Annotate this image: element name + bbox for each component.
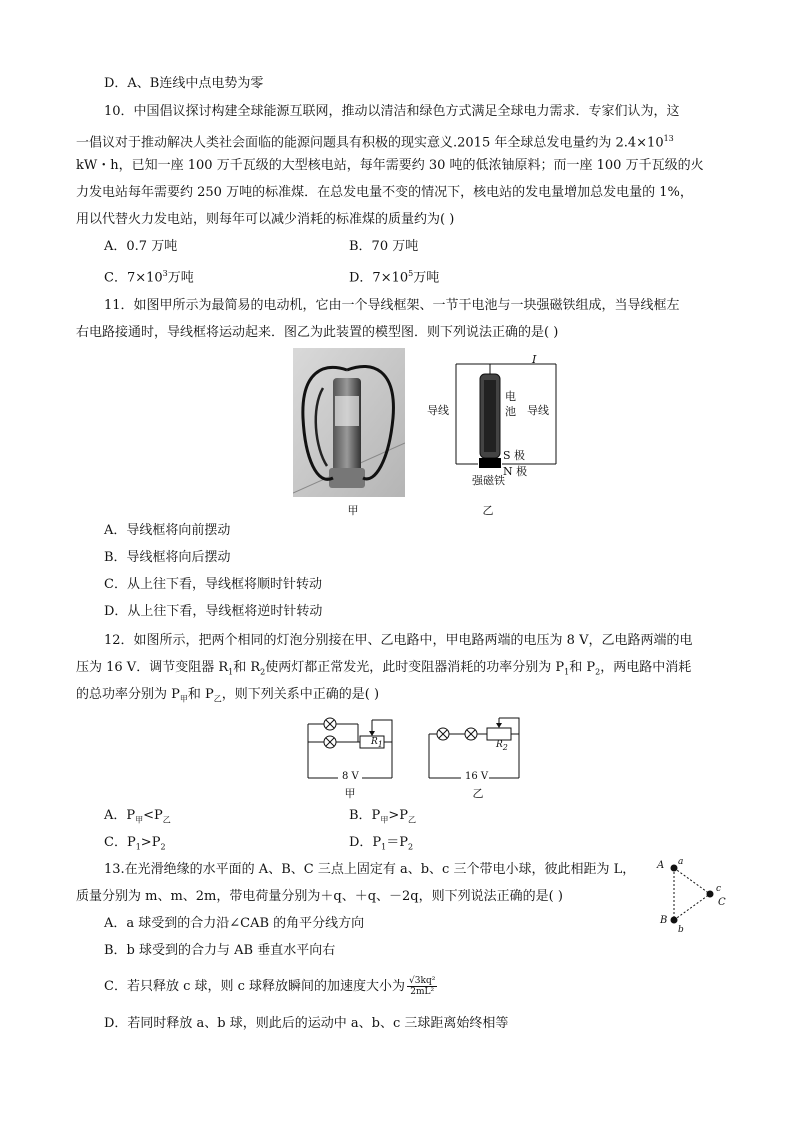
q13-stem-line2: 质量分别为 m、m、2m，带电荷量分别为＋q、＋q、－2q，则下列说法正确的是( ) [76, 889, 563, 904]
q11-stem-line1: 11．如图甲所示为最简易的电动机，它由一个导线框架、一节干电池与一块强磁铁组成，当导线框左 [104, 298, 680, 313]
q12-voltage-right: 16 V [465, 771, 489, 782]
q13-acceleration-fraction: $\frac{\text{√3kq²}}{\text{2mL²}}$ [409, 976, 436, 997]
q13-ball-a: a [678, 857, 684, 867]
q10-stem-line2: 一倡议对于推动解决人类社会面临的能源问题具有积极的现实意义.2015 年全球总发电量约为 $2.4\times 10^{13}$ [76, 134, 674, 151]
q12-option-b: B．$P_甲>P_乙$ [349, 808, 416, 825]
q11-option-b: B．导线框将向后摆动 [104, 550, 231, 565]
q10-option-b: B．70 万吨 [349, 239, 419, 254]
q13-stem-line1: 13.在光滑绝缘的水平面的 A、B、C 三点上固定有 a、b、c 三个带电小球，彼此相距为 L， [104, 862, 636, 877]
q12-caption-left: 甲 [344, 787, 356, 800]
q13-option-c: C．若只释放 c 球，则 c 球释放瞬间的加速度大小为 $\frac{\text{√3kq²}}{\text{2mL²}}$ [104, 976, 436, 997]
q12-r2-label: $R_2$ [496, 740, 508, 752]
q12-option-c: C．$P_1>P_2$ [104, 835, 166, 852]
q13-point-B: B [660, 915, 668, 926]
q11-figure-photo [293, 348, 405, 497]
q11-option-d: D．从上往下看，导线框将逆时针转动 [104, 604, 323, 619]
q13-triangle-figure [660, 856, 730, 936]
q13-ball-c: c [716, 884, 722, 894]
q10-stem-line3: kW・h，已知一座 100 万千瓦级的大型核电站，每年需要约 30 吨的低浓铀原料；而一座 100 万千瓦级的火 [76, 158, 704, 173]
q12-caption-right: 乙 [472, 787, 484, 800]
q13-option-d: D．若同时释放 a、b 球，则此后的运动中 a、b、c 三球距离始终相等 [104, 1016, 509, 1031]
q11-wire-right-label: 导线 [527, 404, 549, 417]
q11-option-a: A．导线框将向前摆动 [104, 523, 231, 538]
q13-option-a: A．a 球受到的合力沿∠CAB 的角平分线方向 [104, 916, 365, 931]
q13-point-A: A [657, 860, 665, 871]
q13-point-C: C [718, 897, 726, 908]
q12-voltage-left: 8 V [342, 771, 359, 782]
q11-caption-right: 乙 [482, 504, 494, 517]
q11-caption-left: 甲 [347, 504, 359, 517]
q11-n-pole-label: N 极 [503, 465, 528, 478]
q12-option-d: D．$P_1=P_2$ [349, 835, 414, 852]
q10-stem-line5: 用以代替火力发电站，则每年可以减少消耗的标准煤的质量约为( ) [76, 212, 455, 227]
q10-option-d: D．$7\times 10^5$万吨 [349, 269, 440, 286]
q10-option-a: A．0.7 万吨 [104, 239, 178, 254]
q12-r1-label: $R_1$ [371, 737, 383, 749]
q10-stem-line1: 10．中国倡议探讨构建全球能源互联网，推动以清洁和绿色方式满足全球电力需求．专家们认为，这 [104, 104, 680, 119]
q9-option-d: D．A、B连线中点电势为零 [104, 76, 264, 91]
q11-s-pole-label: S 极 [503, 449, 526, 462]
q11-battery-label1: 电 [505, 390, 516, 403]
q13-option-b: B．b 球受到的合力与 AB 垂直水平向右 [104, 943, 336, 958]
q11-wire-left-label: 导线 [427, 404, 449, 417]
q12-stem-line3: 的总功率分别为 $P_甲$和 $P_乙$，则下列关系中正确的是( ) [76, 687, 380, 704]
q12-stem-line1: 12．如图所示，把两个相同的灯泡分别接在甲、乙电路中，甲电路两端的电压为 8 V，乙电路两端的电 [104, 633, 693, 648]
q10-stem-line4: 力发电站每年需要约 250 万吨的标准煤．在总发电量不变的情况下，核电站的发电量增加总发电量的 1%， [76, 185, 693, 200]
q10-option-c: C．$7\times 10^3$万吨 [104, 269, 194, 286]
q11-battery-label2: 池 [505, 405, 516, 418]
q12-option-a: A．$P_甲<P_乙$ [104, 808, 171, 825]
q12-stem-line2: 压为 16 V．调节变阻器 $R_1$和 $R_2$使两灯都正常发光，此时变阻器消耗的功率分别为 $P_1$和 $P_2$，两电路中消耗 [76, 660, 692, 677]
q11-magnet-label: 强磁铁 [472, 474, 505, 487]
q13-ball-b: b [678, 925, 684, 935]
q11-current-label: I [532, 353, 537, 366]
q11-option-c: C．从上往下看，导线框将顺时针转动 [104, 577, 322, 592]
q11-stem-line2: 右电路接通时，导线框将运动起来．图乙为此装置的模型图．则下列说法正确的是( ) [76, 325, 559, 340]
